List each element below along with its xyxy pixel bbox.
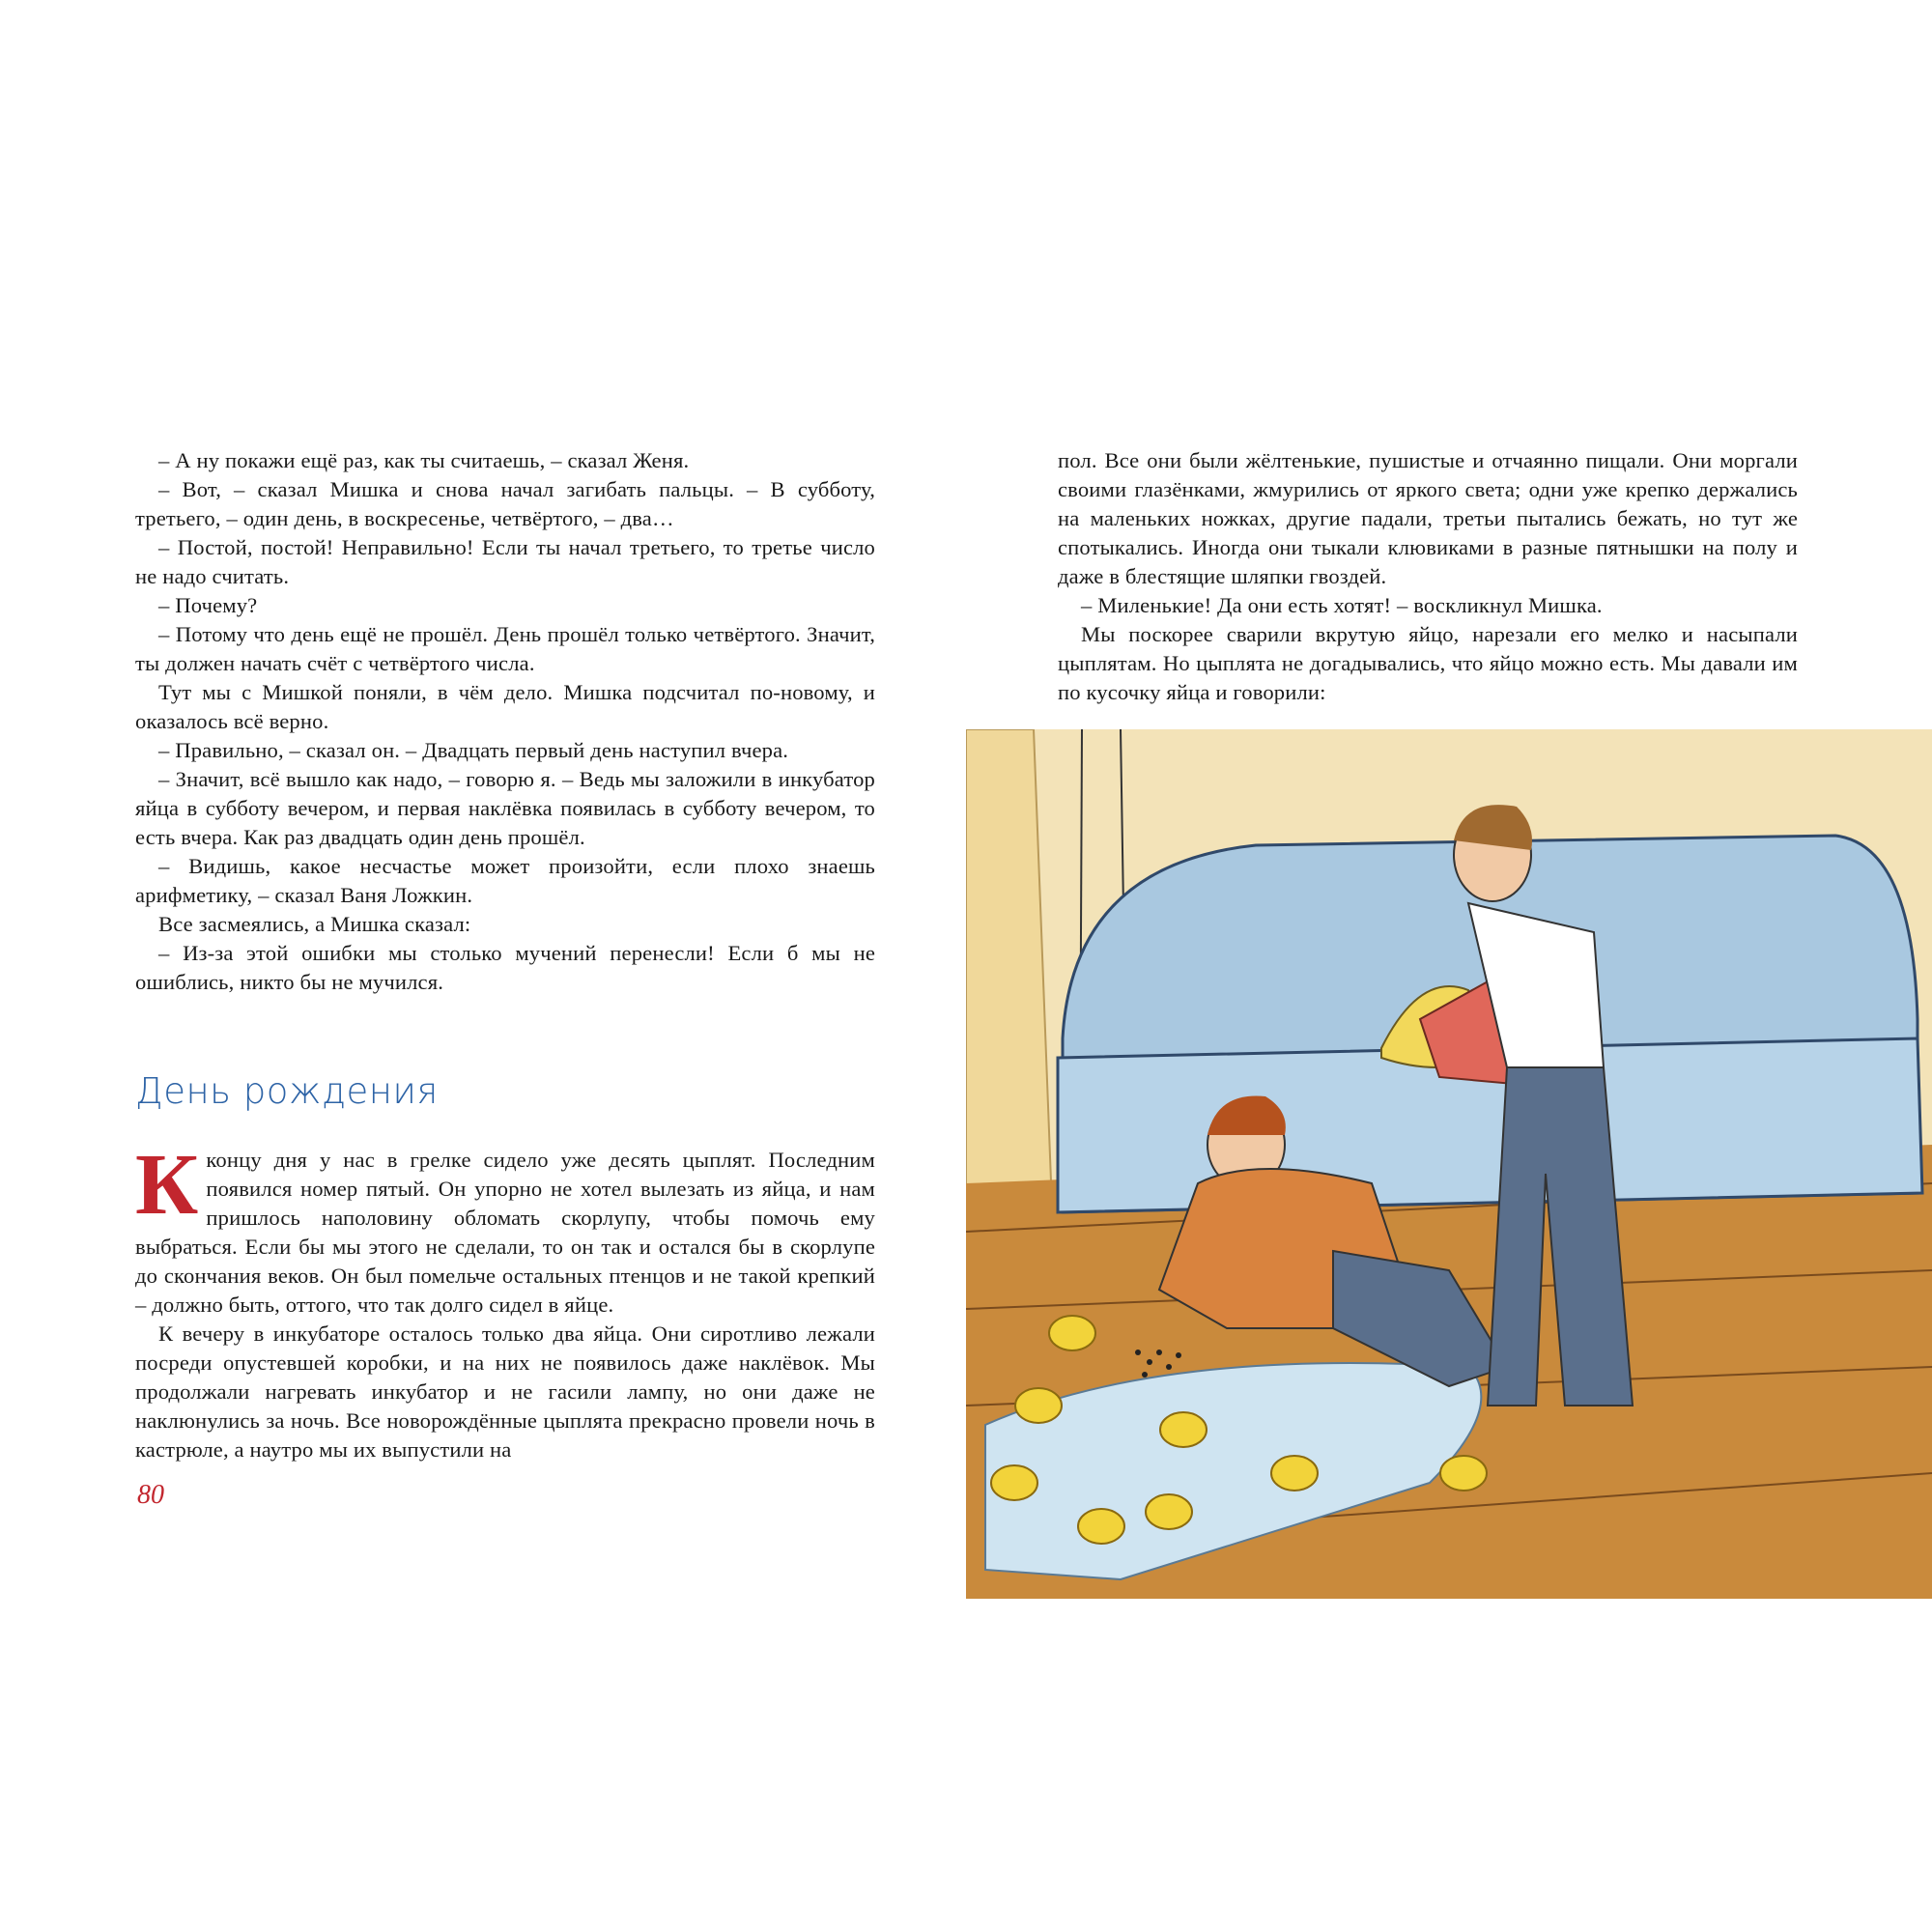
feed-crumb xyxy=(1142,1372,1148,1378)
paragraph: – Правильно, – сказал он. – Двадцать первый день наступил вчера. xyxy=(158,738,789,762)
feed-crumb xyxy=(1135,1350,1141,1355)
drop-cap: К xyxy=(135,1137,199,1233)
chick xyxy=(1015,1388,1062,1423)
chapter-first-paragraph xyxy=(135,1137,875,1320)
paragraph: пол. Все они были жёлтенькие, пушистые и отчаянно пищали. Они моргали своими глазёнками, жмурились от яркого света; одни уже крепко держались на маленьких ножках, другие падали, третьи пытались бежать, но тут же спотыкались. Иногда они тыкали клювиками в разные пятнышки на полу и даже в блестящие шляпки гвоздей. xyxy=(1058,448,1798,588)
paragraph: Все засмеялись, а Мишка сказал: xyxy=(158,912,471,936)
paragraph: Тут мы с Мишкой поняли, в чём дело. Мишка подсчитал по-новому, и оказалось всё верно. xyxy=(135,680,875,733)
chapter-first-paragraph-text: концу дня у нас в грелке сидело уже десять цыплят. Последним появился номер пятый. Он упорно не хотел вылезать из яйца, и нам пришлось наполовину обломать скорлупу, чтобы помочь ему выбраться. Если бы мы этого не сделали, то он так и остался бы в скорлупе до скончания веков. Он был помельче остальных птенцов и не такой крепкий – должно быть, оттого, что так долго сидел в яйце. xyxy=(135,1148,875,1317)
paragraph: – Вот, – сказал Мишка и снова начал загибать пальцы. – В субботу, третьего, – один день, в воскресенье, четвёртого, – два… xyxy=(135,477,875,530)
left-page-text xyxy=(135,446,875,997)
chick xyxy=(1146,1494,1192,1529)
feed-crumb xyxy=(1176,1352,1181,1358)
chapter-body xyxy=(135,1137,875,1464)
chick xyxy=(1160,1412,1207,1447)
chapter-second-paragraph: К вечеру в инкубаторе осталось только два яйца. Они сиротливо лежали посреди опустевшей коробки, и на них не появилось даже наклёвок. Мы продолжали нагревать инкубатор и не гасили лампу, но они даже не наклюнулись за ночь. Все новорождённые цыплята прекрасно провели ночь в кастрюле, а наутро мы их выпустили на xyxy=(135,1321,875,1462)
paragraph: – Миленькие! Да они есть хотят! – воскликнул Мишка. xyxy=(1081,593,1603,617)
paragraph: – Постой, постой! Неправильно! Если ты начал третьего, то третье число не надо считать. xyxy=(135,535,875,588)
chick xyxy=(1049,1316,1095,1350)
feed-crumb xyxy=(1147,1359,1152,1365)
paragraph: – Из-за этой ошибки мы столько мучений перенесли! Если б мы не ошиблись, никто бы не мучился. xyxy=(135,941,875,994)
paragraph: Мы поскорее сварили вкрутую яйцо, нарезали его мелко и насыпали цыплятам. Но цыплята не догадывались, что яйцо можно есть. Мы давали им по кусочку яйца и говорили: xyxy=(1058,622,1798,704)
illustration-boys-feeding-chicks xyxy=(966,729,1932,1599)
chick xyxy=(1078,1509,1124,1544)
chick xyxy=(1440,1456,1487,1491)
right-page-text xyxy=(1058,446,1798,707)
paragraph: – Значит, всё вышло как надо, – говорю я. – Ведь мы заложили в инкубатор яйца в субботу вечером, и первая наклёвка появилась в субботу вечером, то есть вчера. Как раз двадцать один день прошёл. xyxy=(135,767,875,849)
paragraph: – Видишь, какое несчастье может произойти, если плохо знаешь арифметику, – сказал Ваня Ложкин. xyxy=(135,854,875,907)
chapter-title: День рождения xyxy=(135,1070,439,1112)
feed-crumb xyxy=(1166,1364,1172,1370)
feed-crumb xyxy=(1156,1350,1162,1355)
page-number: 80 xyxy=(137,1480,164,1510)
chick xyxy=(991,1465,1037,1500)
paragraph: – А ну покажи ещё раз, как ты считаешь, – сказал Женя. xyxy=(158,448,690,472)
paragraph: – Почему? xyxy=(158,593,258,617)
chick xyxy=(1271,1456,1318,1491)
paragraph: – Потому что день ещё не прошёл. День прошёл только четвёртого. Значит, ты должен начать счёт с четвёртого числа. xyxy=(135,622,875,675)
